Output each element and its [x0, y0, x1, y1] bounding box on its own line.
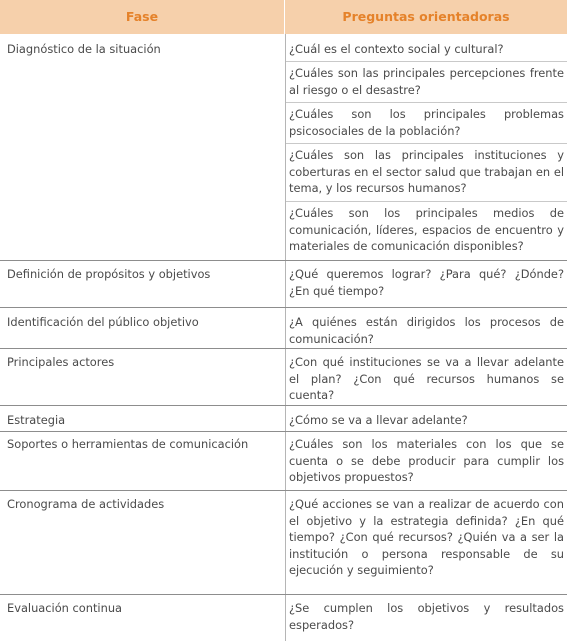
header-phase: Fase	[0, 0, 285, 34]
question-cell: ¿Cuál es el contexto social y cultural?	[289, 42, 504, 56]
phase-cell: Identificación del público objetivo	[7, 315, 199, 329]
column-divider	[285, 34, 286, 641]
phase-cell: Principales actores	[7, 355, 115, 369]
question-cell: ¿A quiénes están dirigidos los procesos de comunicación?	[289, 315, 564, 346]
sub-divider	[286, 61, 567, 62]
question-cell: ¿Cuáles son los principales medios de comunicación, líderes, espacios de encuentro y materiales de comunicación disponibles?	[289, 206, 564, 253]
phase-cell: Definición de propósitos y objetivos	[7, 267, 211, 281]
question-cell: ¿Se cumplen los objetivos y resultados esperados?	[289, 601, 564, 632]
header-questions: Preguntas orientadoras	[285, 0, 567, 34]
question-cell: ¿Cómo se va a llevar adelante?	[289, 413, 468, 427]
question-cell: ¿Cuáles son los materiales con los que se cuenta o se debe producir para cumplir los objetivos propuestos?	[289, 437, 564, 484]
row-divider	[0, 405, 567, 406]
row-divider	[0, 594, 567, 595]
sub-divider	[286, 143, 567, 144]
row-divider	[0, 431, 567, 432]
row-divider	[0, 260, 567, 261]
row-divider	[0, 307, 567, 308]
phase-cell: Soportes o herramientas de comunicación	[7, 437, 249, 451]
row-divider	[0, 348, 567, 349]
question-cell: ¿Qué acciones se van a realizar de acuerdo con el objetivo y la estrategia definida? ¿En qué tiempo? ¿Con qué recursos? ¿Quién va a ser la institución o persona responsable de su ejecución y seguimiento?	[289, 497, 564, 577]
sub-divider	[286, 102, 567, 103]
question-cell: ¿Con qué instituciones se va a llevar adelante el plan? ¿Con qué recursos humanos se cuenta?	[289, 355, 564, 402]
question-cell: ¿Cuáles son los principales problemas psicosociales de la población?	[289, 107, 564, 138]
phase-cell: Estrategia	[7, 413, 66, 427]
row-divider	[0, 490, 567, 491]
sub-divider	[286, 201, 567, 202]
phase-cell: Cronograma de actividades	[7, 497, 165, 511]
phase-cell: Diagnóstico de la situación	[7, 42, 161, 56]
question-cell: ¿Cuáles son las principales percepciones frente al riesgo o el desastre?	[289, 66, 564, 97]
phase-cell: Evaluación continua	[7, 601, 123, 615]
question-cell: ¿Cuáles son las principales instituciones y coberturas en el sector salud que trabajan en el tema, y los recursos humanos?	[289, 148, 564, 195]
question-cell: ¿Qué queremos lograr? ¿Para qué? ¿Dónde? ¿En qué tiempo?	[289, 267, 564, 298]
